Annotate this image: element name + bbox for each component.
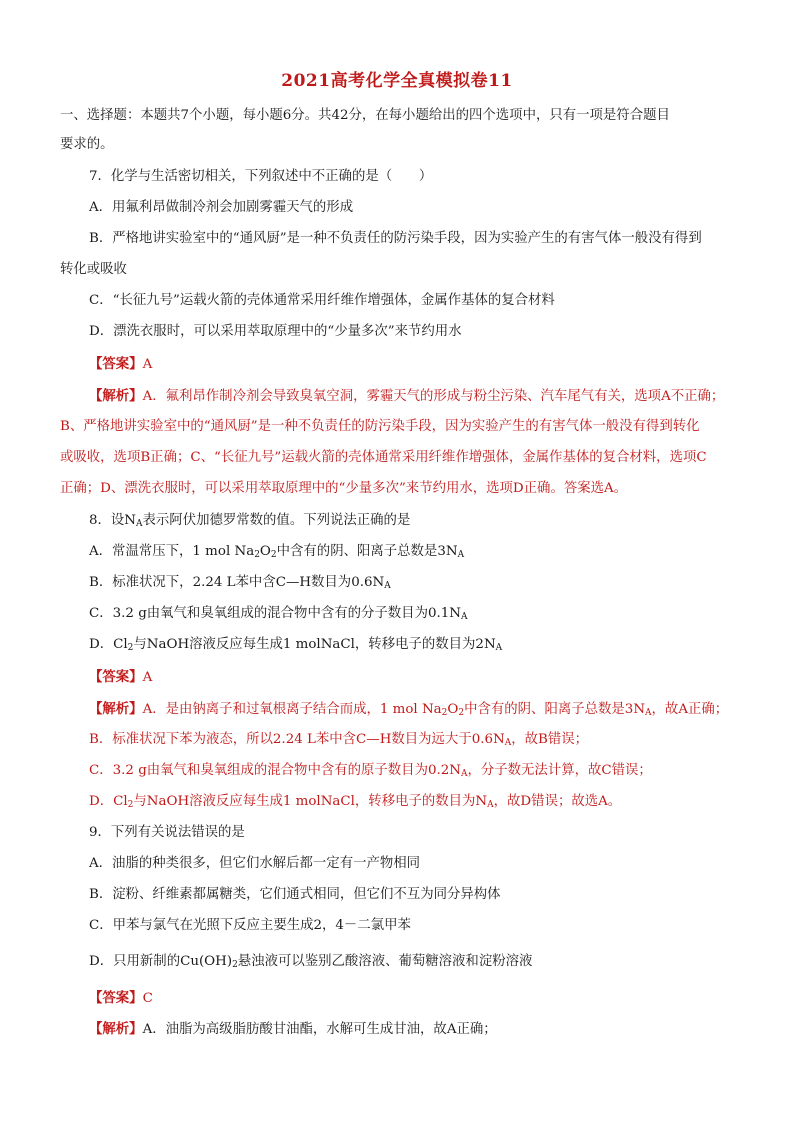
question-9-option-c: C．甲苯与氯气在光照下反应主要生成2，4－二氯甲苯	[89, 918, 411, 933]
question-9-stem: 9．下列有关说法错误的是	[89, 825, 245, 840]
subscript: A	[487, 800, 494, 810]
subscript: 2	[270, 550, 277, 560]
subscript: 2	[127, 643, 134, 653]
analysis-text: ，分子数无法计算，故C错误；	[467, 763, 652, 778]
analysis-text: 中含有的阴、阳离子总数是3N	[464, 702, 646, 717]
question-8-stem	[89, 511, 410, 531]
analysis-label: 【解析】	[89, 701, 143, 717]
question-9-answer	[89, 988, 153, 1009]
subscript: A	[457, 550, 465, 560]
question-8-analysis-line-3	[89, 761, 652, 781]
subscript: 2	[254, 550, 260, 560]
question-7-option-d: D．漂洗衣服时，可以采用萃取原理中的“少量多次”来节约用水	[89, 324, 462, 339]
question-7-answer	[89, 354, 152, 375]
question-9-analysis-line-1	[89, 1019, 497, 1040]
question-8-option-b	[89, 573, 391, 593]
answer-value: C	[142, 991, 153, 1006]
subscript: 2	[232, 960, 238, 970]
analysis-text: B．标准状况下苯为液态，所以2.24 L苯中含C—H数目为远大于0.6N	[89, 732, 505, 747]
analysis-text: C．3.2 g由氧气和臭氧组成的混合物中含有的原子数目为0.2N	[89, 763, 461, 778]
analysis-text: D．Cl	[89, 794, 128, 809]
subscript: A	[384, 581, 391, 591]
subscript: A	[645, 708, 652, 718]
option-text: B．标准状况下，2.24 L苯中含C—H数目为0.6N	[89, 575, 385, 590]
question-8-option-a	[89, 542, 464, 562]
option-text: 中含有的阴、阳离子总数是3N	[276, 544, 458, 559]
question-7-analysis-line-1	[89, 386, 724, 407]
answer-label: 【答案】	[89, 356, 143, 372]
subscript: A	[504, 738, 512, 748]
analysis-text: O	[447, 702, 459, 717]
question-9-option-a: A．油脂的种类很多，但它们水解后都一定有一产物相同	[89, 856, 421, 871]
subscript: 2	[441, 708, 448, 718]
page-title: 2021高考化学全真模拟卷11	[281, 71, 513, 91]
question-7-stem: 7．化学与生活密切相关，下列叙述中不正确的是（ ）	[89, 169, 433, 184]
question-7-option-b-cont: 转化或吸收	[60, 262, 127, 277]
question-8-analysis-line-1	[89, 699, 728, 720]
option-text: D．只用新制的Cu(OH)	[89, 954, 233, 969]
section-instructions-line-2: 要求的。	[60, 137, 114, 152]
question-8-analysis-line-4	[89, 792, 621, 812]
subscript: 2	[458, 708, 465, 718]
answer-label: 【答案】	[89, 990, 143, 1006]
question-9-option-d	[89, 952, 532, 972]
option-text: C．3.2 g由氧气和臭氧组成的混合物中含有的分子数目为0.1N	[89, 606, 461, 621]
option-text: D．Cl	[89, 637, 128, 652]
analysis-text: A．是由钠离子和过氧根离子结合而成，1 mol Na	[142, 702, 442, 717]
analysis-text: ，故B错误；	[511, 732, 589, 747]
option-text: 悬浊液可以鉴别乙酸溶液、葡萄糖溶液和淀粉溶液	[237, 954, 533, 969]
option-text: 与NaOH溶液反应每生成1 molNaCl，转移电子的数目为2N	[133, 637, 496, 652]
analysis-text: ，故A正确；	[651, 702, 729, 717]
question-8-option-d	[89, 635, 502, 655]
answer-label: 【答案】	[89, 669, 143, 685]
question-7-option-a: A．用氟利昂做制冷剂会加剧雾霾天气的形成	[89, 200, 354, 215]
question-7-option-b: B．严格地讲实验室中的“通风厨”是一种不负责任的防污染手段，因为实验产生的有害气体一般没有得到	[89, 231, 702, 246]
question-8-analysis-line-2	[89, 730, 588, 750]
question-7-option-c: C．“长征九号”运载火箭的壳体通常采用纤维作增强体，金属作基体的复合材料	[89, 293, 555, 308]
option-text: A．常温常压下，1 mol Na	[89, 544, 255, 559]
question-8-answer	[89, 667, 152, 688]
analysis-text: 与NaOH溶液反应每生成1 molNaCl，转移电子的数目为N	[133, 794, 488, 809]
analysis-text: A．油脂为高级脂肪酸甘油酯，水解可生成甘油，故A正确；	[142, 1022, 497, 1037]
analysis-text: ，故D错误；故选A。	[493, 794, 622, 809]
subscript: A	[460, 769, 468, 779]
question-8-option-c	[89, 604, 467, 624]
option-text: O	[259, 544, 271, 559]
question-7-analysis-line-4: 正确；D、漂洗衣服时，可以采用萃取原理中的“少量多次”来节约用水，选项D正确。答案选A。	[60, 481, 628, 496]
subscript: A	[495, 643, 503, 653]
question-7-analysis-line-3: 或吸收，选项B正确；C、“长征九号”运载火箭的壳体通常采用纤维作增强体，金属作基体的复合材料，选项C	[60, 450, 707, 465]
section-instructions-line-1: 一、选择题：本题共7个小题，每小题6分。共42分，在每小题给出的四个选项中，只有一项是符合题目	[60, 108, 670, 123]
analysis-label: 【解析】	[89, 1021, 143, 1037]
answer-value: A	[142, 670, 153, 685]
subscript: A	[460, 612, 468, 622]
subscript: 2	[127, 800, 134, 810]
analysis-label: 【解析】	[89, 388, 143, 404]
question-9-option-b: B．淀粉、纤维素都属糖类，它们通式相同，但它们不互为同分异构体	[89, 887, 501, 902]
answer-value: A	[142, 357, 153, 372]
subscript: A	[136, 519, 143, 529]
question-7-analysis-line-2: B、严格地讲实验室中的“通风厨”是一种不负责任的防污染手段，因为实验产生的有害气体一般没有得到转化	[60, 419, 700, 434]
stem-text: 表示阿伏加德罗常数的值。下列说法正确的是	[142, 513, 411, 528]
analysis-text: A．氟利昂作制冷剂会导致臭氧空洞，雾霾天气的形成与粉尘污染、汽车尾气有关，选项A不正确；	[142, 389, 725, 404]
stem-text: 8．设N	[89, 513, 137, 528]
